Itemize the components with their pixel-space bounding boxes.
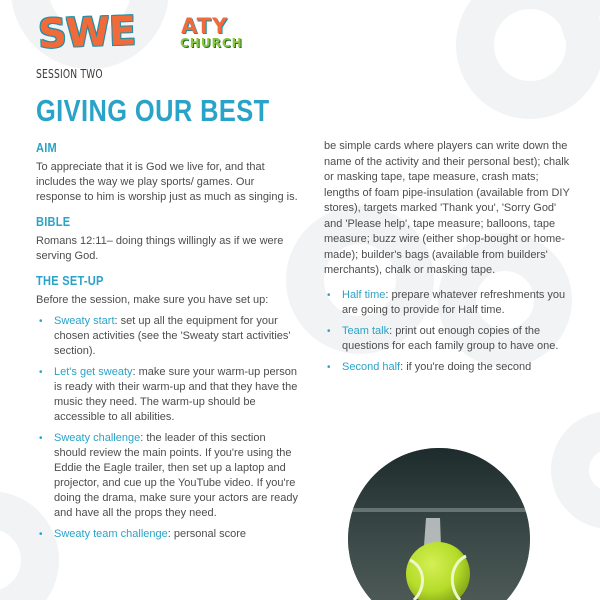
list-item-text: : if you're doing the second [400,360,532,373]
list-item-text: : make sure your warm-up person is ready with their warm-up and that they have the music they need. The warm-up should be accessible to all abilities. [54,366,298,423]
list-item-term: Half time [342,288,386,301]
aim-text: To appreciate that it is God we live for, and that includes the way we play sports/ games. Our response to him is worship just as much as singing is. [36,161,298,203]
list-item [324,288,574,318]
list-item [36,365,298,425]
aim-heading: AIM [36,140,58,155]
logo-word-church: CHURCH [180,36,243,50]
logo-word-aty: ATY [181,14,229,38]
session-prep-list [324,288,574,375]
setup-heading: THE SET-UP [36,273,104,288]
logo-word-main: SWE [37,8,137,58]
setup-intro: Before the session, make sure you have set up: [36,294,269,306]
list-item-text: : personal score [167,528,246,540]
list-item [324,324,574,354]
left-column [36,140,298,548]
list-item [36,431,298,521]
list-item-term: Second half [342,360,401,373]
equipment-continuation: be simple cards where players can write down the name of the activity and their personal best); chalk or masking tape, tape measure, crash mats; lengths of foam pipe-insulation (available from DIY stores), targets marked 'Thank you', 'Sorry God' and 'Please help', tape measure; balloons, tape measure; buzz wire (either shop-bought or home-made); builder's bags (available from builders' merchants), chalk or masking tape. [324,140,570,276]
list-item-term: Let's get sweaty [54,366,133,378]
session-label: SESSION TWO [36,67,103,81]
sweaty-church-logo [38,8,248,60]
list-item [36,314,298,359]
list-item [36,527,298,542]
list-item [324,360,574,375]
setup-list [36,314,298,542]
bible-text: Romans 12:11– doing things willingly as if we were serving God. [36,235,284,262]
list-item-term: Sweaty challenge [54,432,141,444]
list-item-text: : print out enough copies of the questions for each family group to have one. [342,324,559,352]
list-item-text: : prepare whatever refreshments you are going to provide for Half time. [342,288,566,316]
bible-heading: BIBLE [36,214,71,229]
list-item-term: Sweaty start [54,315,115,327]
list-item-term: Team talk [342,324,390,337]
list-item-text: : set up all the equipment for your chosen activities (see the 'Sweaty start activities' section). [54,315,291,357]
list-item-term: Sweaty team challenge [54,528,168,540]
page-title: GIVING OUR BEST [36,93,270,128]
right-column [324,139,574,381]
list-item-text: : the leader of this section should review the main points. If you're using the Eddie the Eagle trailer, then set up a laptop and projector, and cue up the YouTube video. If you're doing the drama, make sure your actors are ready and have all the props they need. [54,432,298,519]
